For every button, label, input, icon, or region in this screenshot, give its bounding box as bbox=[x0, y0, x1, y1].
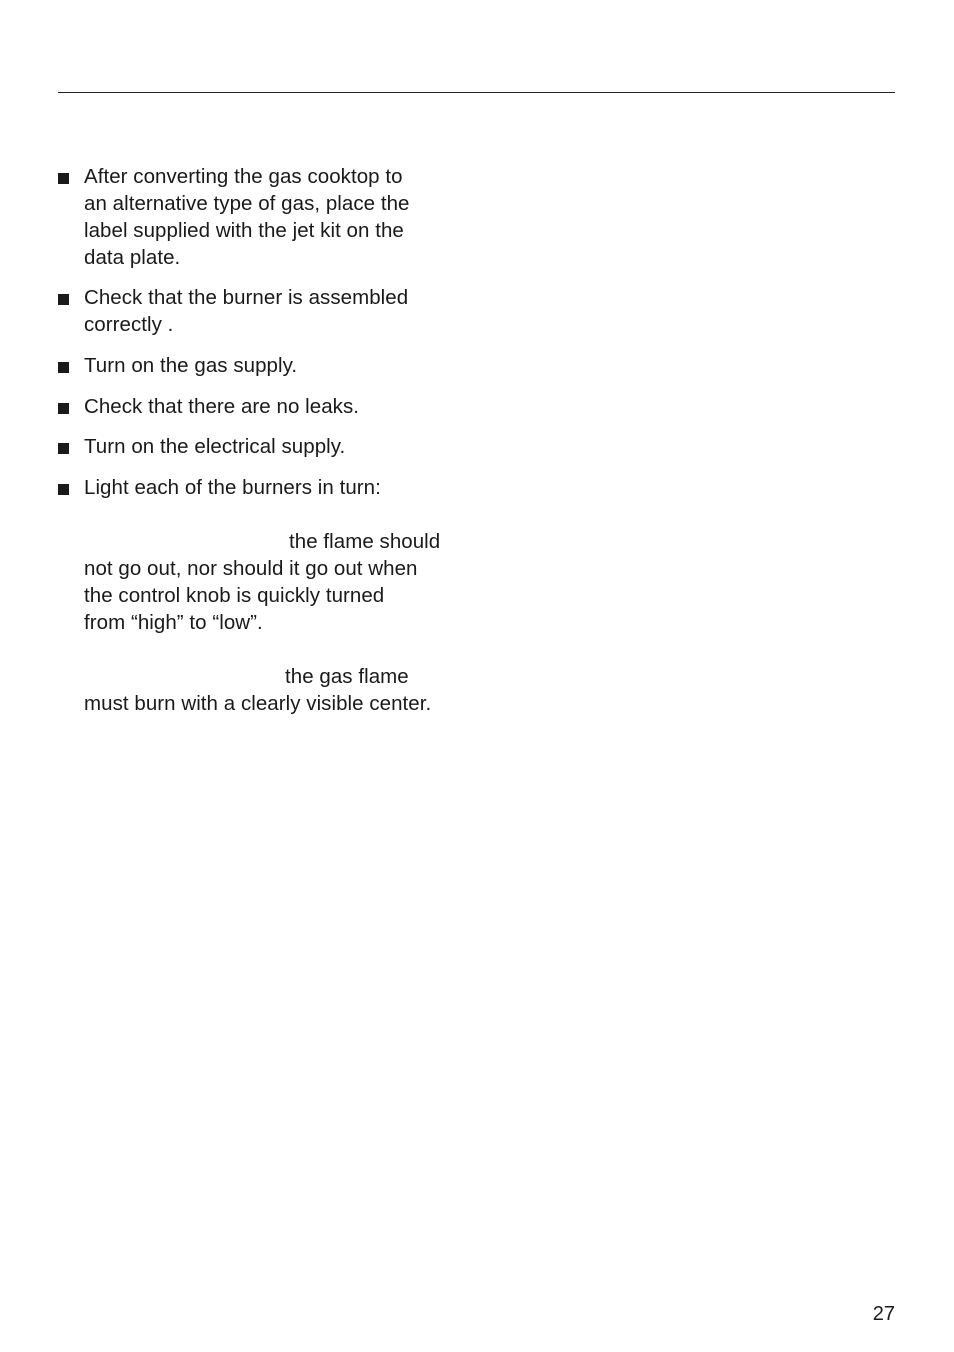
bullet-marker bbox=[58, 362, 69, 373]
text-line: Check that the burner is assembled bbox=[84, 286, 409, 309]
text-line: must burn with a clearly visible center. bbox=[84, 692, 432, 715]
text-line: After converting the gas cooktop to bbox=[84, 165, 403, 188]
text-line: the gas flame bbox=[285, 665, 409, 688]
text-line: data plate. bbox=[84, 246, 181, 269]
bullet-marker bbox=[58, 173, 69, 184]
text-line: Light each of the burners in turn: bbox=[84, 476, 381, 499]
bullet-marker bbox=[58, 294, 69, 305]
text-line: not go out, nor should it go out when bbox=[84, 557, 418, 580]
text-line: an alternative type of gas, place the bbox=[84, 192, 410, 215]
bullet-text bbox=[84, 352, 474, 379]
bullet-marker bbox=[58, 443, 69, 454]
bullet-marker bbox=[58, 484, 69, 495]
bullet-text bbox=[84, 393, 474, 420]
text-line: Turn on the gas supply. bbox=[84, 354, 298, 377]
paragraph-text bbox=[84, 663, 474, 717]
text-line: correctly . bbox=[84, 313, 174, 336]
bullet-marker bbox=[58, 403, 69, 414]
bullet-text bbox=[84, 474, 474, 501]
text-line: from “high” to “low”. bbox=[84, 611, 263, 634]
bullet-text bbox=[84, 284, 474, 338]
text-line: the control knob is quickly turned bbox=[84, 584, 385, 607]
paragraph-text bbox=[84, 528, 474, 636]
page-number: 27 bbox=[872, 1303, 895, 1325]
text-line: the flame should bbox=[289, 530, 441, 553]
text-line: Check that there are no leaks. bbox=[84, 395, 359, 418]
text-line: label supplied with the jet kit on the bbox=[84, 219, 404, 242]
text-line: Turn on the electrical supply. bbox=[84, 435, 346, 458]
header-rule bbox=[58, 92, 895, 93]
bullet-text bbox=[84, 163, 474, 271]
bullet-text bbox=[84, 433, 474, 460]
